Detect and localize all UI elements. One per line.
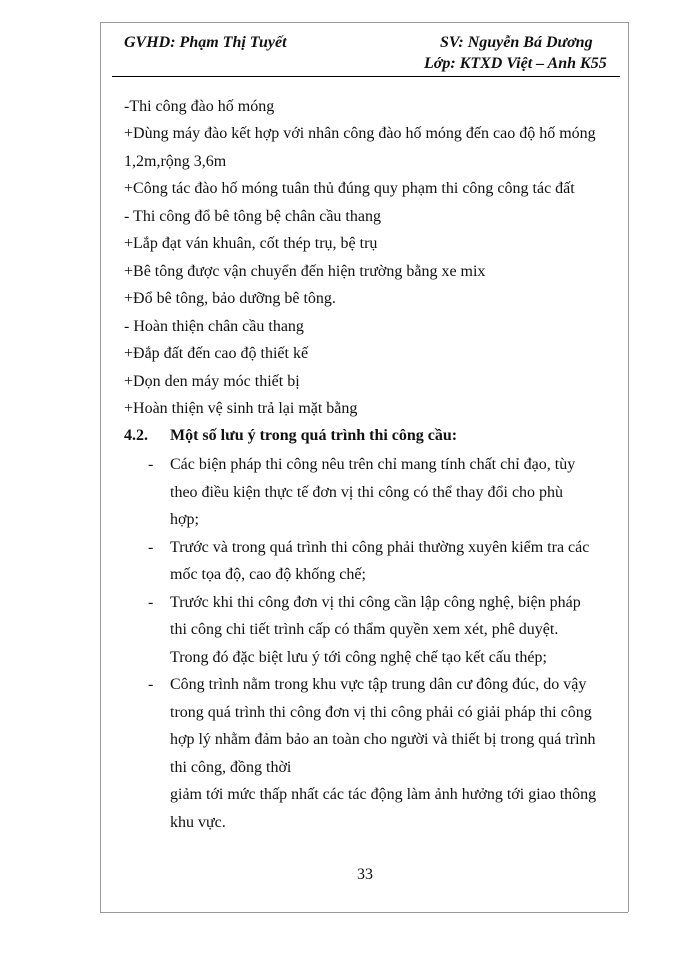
header-advisor: GVHD: Phạm Thị Tuyết: [124, 34, 287, 51]
bullet-line: thi công, đồng thời: [170, 759, 292, 776]
bullet-line: hợp lý nhằm đảm bảo an toàn cho người và thiết bị trong quá trình: [170, 731, 596, 748]
section-title: Một số lưu ý trong quá trình thi công cầu:: [170, 427, 458, 444]
body-line: 1,2m,rộng 3,6m: [124, 153, 227, 170]
body-line: +Hoàn thiện vệ sinh trả lại mặt bằng: [124, 400, 358, 417]
body-line: - Thi công đổ bê tông bệ chân cầu thang: [124, 208, 381, 225]
bullet-line: theo điều kiện thực tế đơn vị thi công có thể thay đổi cho phù: [170, 484, 564, 501]
header-rule: [112, 76, 620, 77]
bullet-dash: -: [148, 676, 154, 693]
body-line: +Bê tông được vận chuyển đến hiện trường bằng xe mix: [124, 263, 486, 280]
page-border-bottom: [100, 912, 628, 913]
page-border-top: [100, 22, 628, 23]
bullet-line: khu vực.: [170, 814, 226, 831]
bullet-line: thi công chi tiết trình cấp có thẩm quyền xem xét, phê duyệt.: [170, 621, 559, 638]
body-line: +Dùng máy đào kết hợp với nhân công đào hố móng đến cao độ hố móng: [124, 125, 596, 142]
bullet-dash: -: [148, 539, 154, 556]
section-number: 4.2.: [124, 427, 148, 444]
page-number: 33: [357, 866, 373, 883]
body-line: +Lắp đạt ván khuân, cốt thép trụ, bệ trụ: [124, 235, 378, 252]
bullet-line: Công trình nằm trong khu vực tập trung dân cư đông đúc, do vậy: [170, 676, 587, 693]
body-line: +Dọn den máy móc thiết bị: [124, 373, 300, 390]
bullet-line: Trước khi thi công đơn vị thi công cần lập công nghệ, biện pháp: [170, 594, 581, 611]
header-class: Lớp: KTXD Việt – Anh K55: [424, 55, 607, 72]
page-border-left: [100, 22, 101, 912]
bullet-dash: -: [148, 594, 154, 611]
bullet-line: Trong đó đặc biệt lưu ý tới công nghệ chế tạo kết cấu thép;: [170, 649, 547, 666]
bullet-line: trong quá trình thi công đơn vị thi công phải có giải pháp thi công: [170, 704, 592, 721]
body-line: +Đổ bê tông, bảo dưỡng bê tông.: [124, 290, 336, 307]
body-line: - Hoàn thiện chân cầu thang: [124, 318, 304, 335]
bullet-line: Các biện pháp thi công nêu trên chỉ mang tính chất chỉ đạo, tùy: [170, 456, 576, 473]
bullet-line: giảm tới mức thấp nhất các tác động làm ảnh hưởng tới giao thông: [170, 786, 597, 803]
page-border-right: [628, 22, 629, 912]
bullet-line: Trước và trong quá trình thi công phải thường xuyên kiểm tra các: [170, 539, 590, 556]
bullet-line: hợp;: [170, 511, 199, 528]
body-line: +Công tác đào hố móng tuân thủ đúng quy phạm thi công công tác đất: [124, 180, 575, 197]
body-line: +Đắp đất đến cao độ thiết kế: [124, 345, 309, 362]
body-line: -Thi công đào hố móng: [124, 98, 275, 115]
bullet-line: mốc tọa độ, cao độ khống chế;: [170, 566, 366, 583]
header-student: SV: Nguyễn Bá Dương: [440, 34, 593, 51]
bullet-dash: -: [148, 456, 154, 473]
